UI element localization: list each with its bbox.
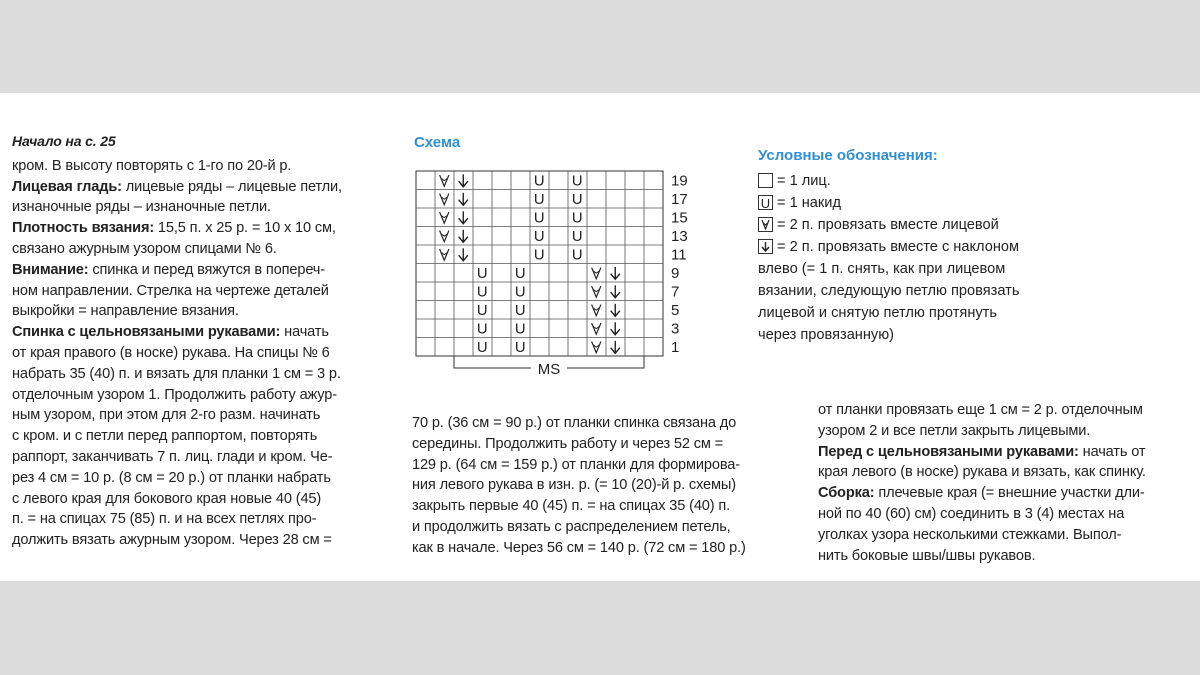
yarn-over-icon [758,195,773,210]
row-number: 3 [671,320,680,338]
text-line [12,322,397,343]
text-line: края левого (в носке) рукава и вязать, как спинку. [818,464,1146,481]
yarn-over-symbol: U [571,173,583,190]
text-line: ной по 40 (60) см) соединить в 3 (4) местах на [818,505,1125,522]
legend-items [758,170,1019,258]
text-line: раппорт, заканчивать 7 п. лиц. глади и кром. Че- [12,448,333,465]
text-line: набрать 35 (40) п. и вязать для планки 1 см = 3 р. [12,365,341,382]
yarn-over-symbol: U [514,302,526,319]
text-line: от планки провязать еще 1 см = 2 р. отделочным [818,402,1143,418]
bold-heading: Спинка с цельновязаными рукавами: [12,324,281,341]
right-column-body [818,400,1198,566]
text-line: узором 2 и все петли закрыть лицевыми. [818,422,1091,439]
text-column-left [12,131,397,551]
middle-column-body [412,413,802,559]
text-line: ным узором, при этом для 2-го разм. начинать [12,407,321,424]
knit-stitch-icon [758,173,773,188]
text-line [818,442,1198,463]
yarn-over-symbol: U [514,321,526,338]
text-line: уголках узора несколькими стежками. Выпол- [818,526,1122,543]
text-line: рез 4 см = 10 р. (8 см = 20 р.) от планки набрать [12,469,331,486]
legend-title: Условные обозначения: [758,147,938,164]
knitting-chart [412,166,712,401]
text-line: кром. В высоту повторять с 1-го по 20-й р. [12,157,292,174]
legend-text-line: вязании, следующую петлю провязать [758,283,1020,299]
text-span: лицевые ряды – лицевые петли, [121,178,342,195]
legend-item-text: = 1 лиц. [777,173,831,189]
text-line: связано ажурным узором спицами № 6. [12,240,277,257]
yarn-over-symbol: U [476,265,488,282]
text-column-middle [412,413,802,559]
text-line: как в начале. Через 56 см = 140 р. (72 см = 180 р.) [412,539,746,556]
text-line: 70 р. (36 см = 90 р.) от планки спинка связана до [412,415,737,431]
legend-item-text: = 1 накид [777,195,841,211]
text-line: закрыть первые 40 (45) п. = на спицах 35 (40) п. [412,498,731,515]
row-number: 7 [671,283,680,301]
yarn-over-symbol: U [476,339,488,356]
legend-continuation [758,258,1019,346]
row-number: 15 [671,209,688,227]
schema-title: Схема [414,134,461,151]
svg-text:U: U [760,196,771,209]
text-line: ном направлении. Стрелка на чертеже деталей [12,282,329,299]
text-column-right [818,400,1198,566]
k2tog-icon [758,217,773,232]
yarn-over-symbol: U [571,191,583,208]
row-number: 9 [671,264,680,282]
text-span: 15,5 п. х 25 р. = 10 х 10 см, [154,220,336,237]
row-number: 1 [671,338,680,356]
text-line [818,483,1198,504]
yarn-over-symbol: U [514,339,526,356]
yarn-over-symbol: U [533,173,545,190]
yarn-over-symbol: U [533,191,545,208]
repeat-label: MS [537,361,561,378]
yarn-over-symbol: U [533,228,545,245]
legend-item [758,192,1019,214]
text-line: отделочным узором 1. Продолжить работу ажур- [12,386,337,403]
bold-heading: Лицевая гладь: [12,178,122,195]
yarn-over-symbol: U [533,210,545,227]
legend [758,170,1019,346]
magazine-page [0,93,1200,581]
text-span: начать [280,324,329,341]
text-span: спинка и перед вяжутся в попереч- [88,261,325,278]
ssk-arrow-icon [758,239,773,254]
text-line: с кром. и с петли перед раппортом, повторять [12,428,318,445]
text-span: плечевые края (= внешние участки дли- [874,485,1145,502]
text-line: изнаночные ряды – изнаночные петли. [12,199,271,216]
row-number: 13 [671,227,688,245]
legend-item [758,170,1019,192]
row-number: 5 [671,301,680,319]
text-line: и продолжить вязать с распределением петель, [412,518,731,535]
text-line: п. = на спицах 75 (85) п. и на всех петлях про- [12,511,317,528]
yarn-over-symbol: U [571,210,583,227]
yarn-over-symbol: U [476,302,488,319]
text-line: выкройки = направление вязания. [12,303,239,320]
legend-item [758,214,1019,236]
row-number: 17 [671,190,688,208]
legend-text-line: лицевой и снятую петлю протянуть [758,305,997,321]
text-line: середины. Продолжить работу и через 52 см = [412,435,724,452]
yarn-over-symbol: U [571,228,583,245]
text-line [12,218,397,239]
yarn-over-symbol: U [533,247,545,264]
yarn-over-symbol: U [514,284,526,301]
text-line: от края правого (в носке) рукава. На спицы № 6 [12,344,330,361]
text-line: должить вязать ажурным узором. Через 28 см = [12,532,332,549]
legend-item-text: = 2 п. провязать вместе лицевой [777,217,999,233]
yarn-over-symbol: U [476,321,488,338]
yarn-over-symbol: U [514,265,526,282]
legend-item-text: = 2 п. провязать вместе с наклоном [777,239,1020,255]
text-line [12,177,397,198]
yarn-over-symbol: U [476,284,488,301]
left-column-body [12,156,397,551]
legend-text-line: через провязанную) [758,327,895,343]
row-number: 11 [671,246,687,264]
row-number: 19 [671,172,688,190]
text-line: ния левого рукава в изн. р. (= 10 (20)-й р. схемы) [412,477,736,494]
bold-heading: Сборка: [818,485,875,502]
bold-heading: Плотность вязания: [12,220,155,237]
text-line: с левого края для бокового края новые 40 (45) [12,490,322,507]
continued-from-label: Начало на с. 25 [12,133,116,149]
bold-heading: Внимание: [12,261,89,278]
legend-item [758,236,1019,258]
text-line [12,260,397,281]
yarn-over-symbol: U [571,247,583,264]
text-span: начать от [1078,443,1146,460]
legend-text-line: влево (= 1 п. снять, как при лицевом [758,261,1006,277]
text-line: 129 р. (64 см = 159 р.) от планки для формирова- [412,456,740,473]
bold-heading: Перед с цельновязаными рукавами: [818,443,1079,460]
text-line: нить боковые швы/швы рукавов. [818,547,1036,564]
